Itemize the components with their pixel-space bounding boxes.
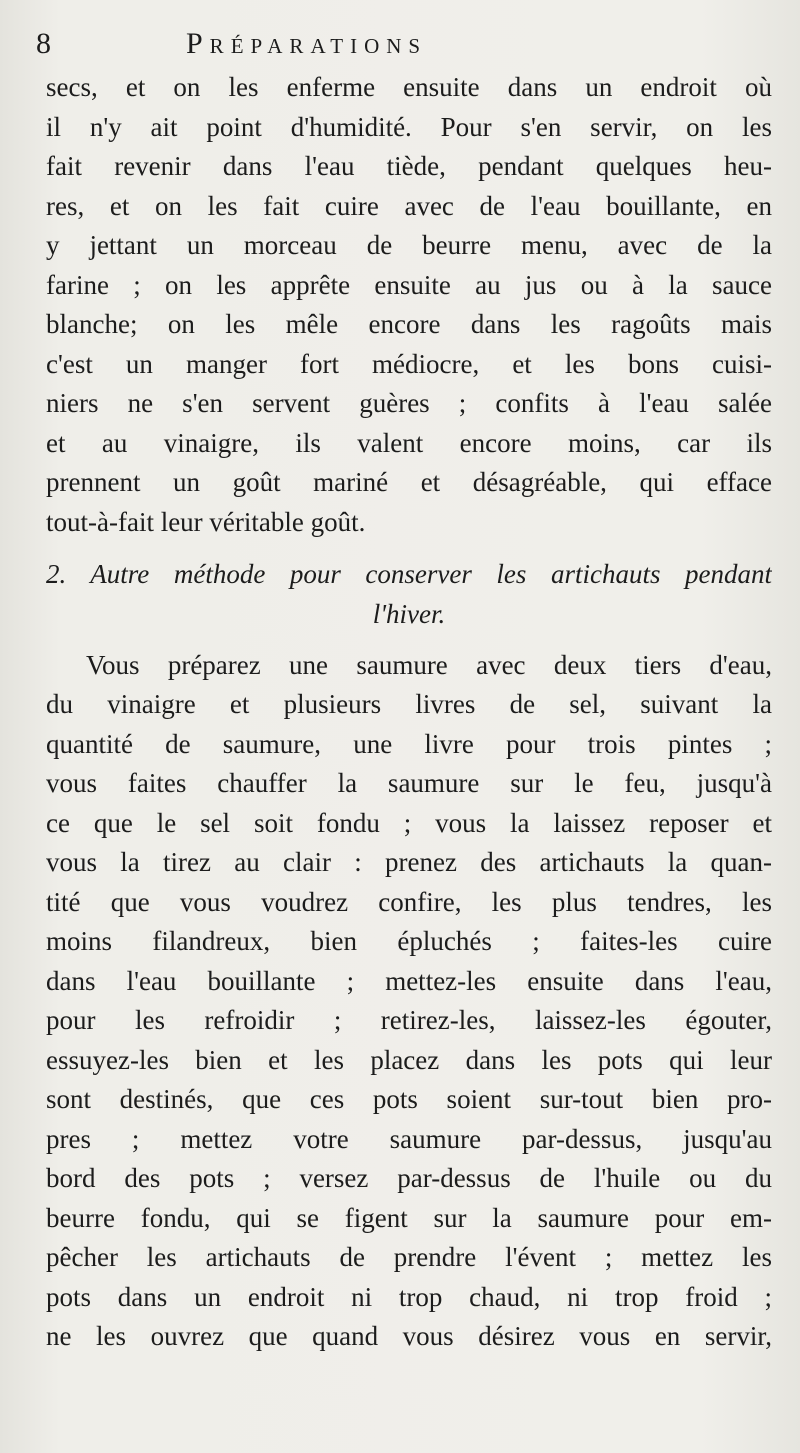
- text-line: pots dans un endroit ni trop chaud, ni trop froid ;: [46, 1281, 772, 1312]
- text-line: essuyez-les bien et les placez dans les pots qui leur: [46, 1044, 772, 1075]
- text-line: fait revenir dans l'eau tiède, pendant quelques heu-: [46, 151, 772, 181]
- text-line: tité que vous voudrez confire, les plus tendres, les: [46, 886, 772, 917]
- text-line: c'est un manger fort médiocre, et les bons cuisi-: [46, 348, 772, 379]
- text-line: blanche; on les mêle encore dans les ragoûts mais: [46, 309, 772, 339]
- text-line: dans l'eau bouillante ; mettez-les ensuite dans l'eau,: [46, 965, 772, 996]
- text-line: pres ; mettez votre saumure par-dessus, jusqu'au: [46, 1123, 772, 1154]
- text-line: quantité de saumure, une livre pour trois pintes ;: [46, 728, 772, 759]
- text-line: sont destinés, que ces pots soient sur-tout bien pro-: [46, 1084, 772, 1114]
- text-line: et au vinaigre, ils valent encore moins, car ils: [46, 427, 772, 458]
- text-line: Vous préparez une saumure avec deux tiers d'eau,: [86, 649, 772, 680]
- body-text: [46, 68, 772, 1357]
- text-line: beurre fondu, qui se figent sur la saumure pour em-: [46, 1202, 772, 1233]
- text-line: tout-à-fait leur véritable goût.: [46, 506, 366, 537]
- paragraph-2: [46, 646, 772, 1357]
- page-number: 8: [36, 27, 51, 60]
- text-line: secs, et on les enferme ensuite dans un endroit où: [46, 72, 772, 102]
- text-line: y jettant un morceau de beurre menu, avec de la: [46, 230, 772, 260]
- text-line: du vinaigre et plusieurs livres de sel, suivant la: [46, 689, 772, 719]
- section-heading-line-1: 2. Autre méthode pour conserver les artichauts pendant: [46, 558, 772, 589]
- text-line: prennent un goût mariné et désagréable, qui efface: [46, 467, 772, 497]
- text-line: pour les refroidir ; retirez-les, laissez-les égouter,: [46, 1005, 772, 1035]
- text-line: farine ; on les apprête ensuite au jus ou à la sauce: [46, 269, 772, 300]
- page-header: [36, 24, 776, 64]
- text-line: ce que le sel soit fondu ; vous la laissez reposer et: [46, 807, 772, 838]
- text-line: pêcher les artichauts de prendre l'évent ; mettez les: [46, 1242, 772, 1272]
- text-line: ne les ouvrez que quand vous désirez vous en servir,: [46, 1321, 772, 1351]
- text-line: niers ne s'en servent guères ; confits à l'eau salée: [46, 388, 772, 418]
- text-line: moins filandreux, bien épluchés ; faites-les cuire: [46, 926, 772, 956]
- section-heading: [46, 554, 772, 634]
- text-line: il n'y ait point d'humidité. Pour s'en servir, on les: [46, 111, 772, 142]
- text-line: vous faites chauffer la saumure sur le feu, jusqu'à: [46, 768, 772, 798]
- running-head: Préparations: [186, 27, 428, 60]
- text-line: res, et on les fait cuire avec de l'eau bouillante, en: [46, 190, 772, 221]
- section-heading-line-2: l'hiver.: [372, 598, 446, 629]
- text-line: bord des pots ; versez par-dessus de l'huile ou du: [46, 1163, 772, 1193]
- paragraph-1: [46, 68, 772, 542]
- text-line: vous la tirez au clair : prenez des artichauts la quan-: [46, 847, 772, 877]
